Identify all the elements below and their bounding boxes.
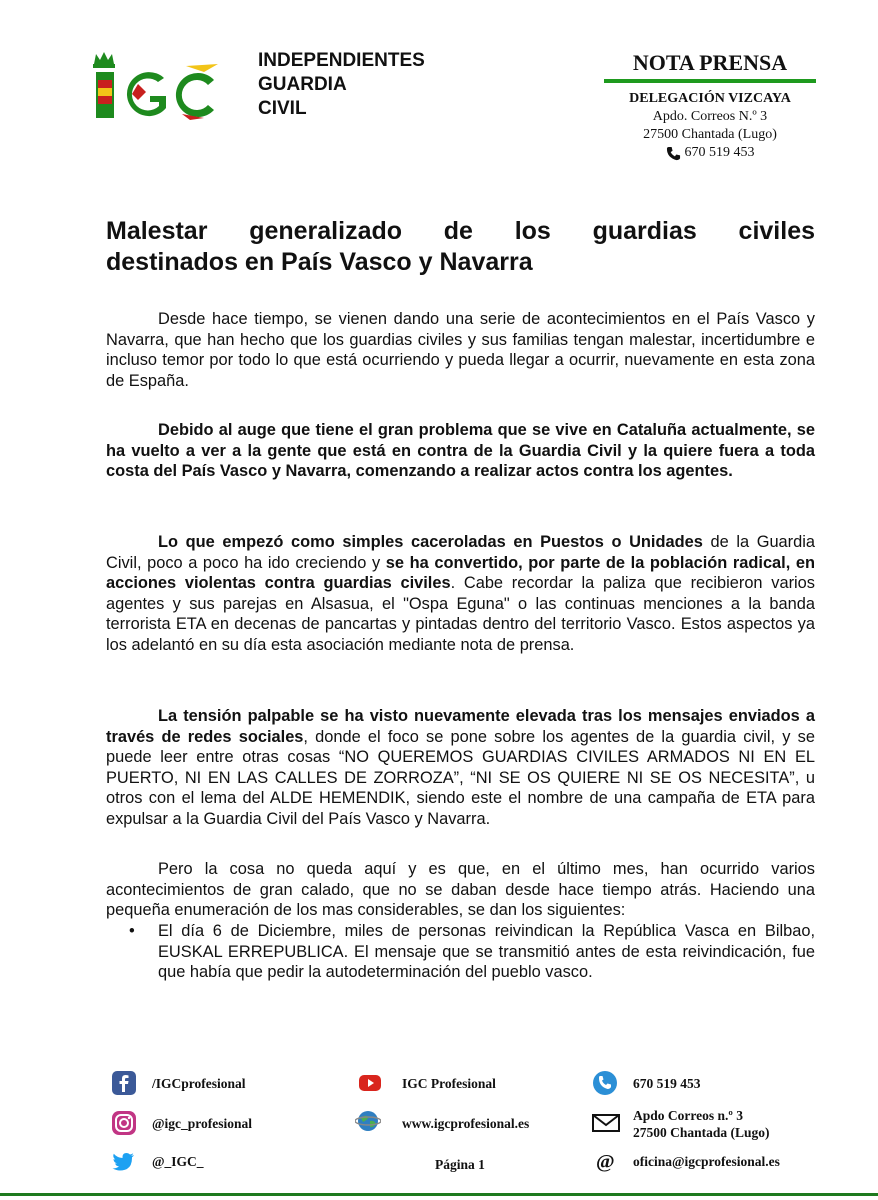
website-link[interactable]: www.igcprofesional.es	[402, 1116, 530, 1131]
twitter-icon[interactable]	[111, 1148, 137, 1174]
title-line: destinados en País Vasco y Navarra	[106, 248, 533, 276]
bold-text: se ha convertido, por parte de la población radical, en acciones violentas contra guardias civiles	[106, 553, 816, 593]
phone-icon	[592, 1070, 618, 1096]
page-number: Página 1	[435, 1157, 485, 1172]
bullet-icon: •	[129, 922, 135, 940]
youtube-icon[interactable]	[357, 1070, 383, 1096]
instagram-link[interactable]: @igc_profesional	[152, 1116, 253, 1131]
delegation-address	[604, 90, 816, 167]
facebook-link[interactable]: /IGCprofesional	[152, 1076, 246, 1091]
paragraph-4	[106, 706, 815, 830]
org-line: CIVIL	[258, 98, 307, 119]
globe-icon[interactable]	[355, 1108, 381, 1134]
press-note-title: NOTA PRENSA	[632, 50, 788, 75]
email-link[interactable]: oficina@igcprofesional.es	[633, 1154, 780, 1169]
header-phone: 670 519 453	[684, 145, 755, 160]
text: de la Guardia Civil, poco a poco ha ido creciendo y	[106, 533, 816, 572]
paragraph-2: Debido al auge que tiene el gran problema que se vive en Cataluña actualmente, se ha vuelto a ver a la gente que está en contra de la Guardia Civil y la quiere fuera a toda costa del País Vasco y Navarra, comenzando a realizar actos contra los agentes.	[106, 421, 815, 481]
org-line: GUARDIA	[258, 74, 347, 95]
footer-city: 27500 Chantada (Lugo)	[633, 1125, 770, 1140]
delegation-name: DELEGACIÓN VIZCAYA	[629, 91, 791, 106]
footer-apdo: Apdo Correos n.º 3	[633, 1108, 743, 1123]
text: . Cabe recordar la paliza que recibieron varios agentes y sus parejas en Alsasua, el "Ospa Eguna" o las continuas menciones a la banda terrorista ETA en decenas de pancartas y pintadas dentro del territorio Vasco. Estos aspectos ya los adelantó en su día esta asociación mediante nota de prensa.	[106, 574, 815, 654]
document-title	[106, 216, 815, 278]
at-icon: @	[596, 1151, 615, 1173]
facebook-icon[interactable]	[111, 1070, 137, 1096]
footer-rule	[0, 1193, 878, 1196]
bullet-list-item	[106, 921, 815, 983]
title-line: Malestar generalizado de los guardias civiles	[106, 217, 815, 245]
youtube-link[interactable]: IGC Profesional	[402, 1076, 496, 1091]
org-line: INDEPENDIENTES	[258, 50, 425, 71]
text: , donde el foco se pone sobre los agentes de la guardia civil, y se puede leer entre otras cosas “NO QUEREMOS GUARDIAS CIVILES ARMADOS NI EN EL PUERTO, NI EN LAS CALLES DE ZORROZA”, “NI SE OS QUIERE NI SE OS NECESITA”, u otros con el lema del ALDE HEMENDIK, siendo este el nombre de una campaña de ETA para expulsar a la Guardia Civil del País Vasco y Navarra.	[106, 727, 815, 828]
twitter-link[interactable]: @_IGC_	[152, 1154, 204, 1169]
bold-text: Lo que empezó como simples caceroladas en Puestos o Unidades	[158, 533, 703, 551]
instagram-icon[interactable]	[111, 1110, 137, 1136]
organization-name	[258, 49, 425, 121]
paragraph-3	[106, 532, 815, 656]
bold-text: La tensión palpable se ha visto nuevamente elevada tras los mensajes enviados a través de redes sociales	[106, 707, 815, 746]
address-apdo: Apdo. Correos N.º 3	[652, 109, 768, 124]
address-city: 27500 Chantada (Lugo)	[643, 127, 777, 142]
paragraph-5: Pero la cosa no queda aquí y es que, en el último mes, han ocurrido varios acontecimientos de gran calado, que no se daban desde hace tiempo atrás. Haciendo una pequeña enumeración de los mas considerables, se dan los siguientes:	[106, 860, 815, 920]
envelope-icon	[591, 1110, 621, 1136]
crown-icon	[93, 52, 115, 68]
footer-phone: 670 519 453	[633, 1076, 701, 1091]
phone-icon	[666, 146, 681, 161]
bullet-text: El día 6 de Diciembre, miles de personas reivindican la República Vasca en Bilbao, EUSKAL ERREPUBLICA. El mensaje que se transmitió antes de esta reivindicación, fue que había que pedir la autodeterminación del pueblo vasco.	[158, 922, 815, 982]
title-underline	[604, 79, 816, 83]
igc-logo	[86, 50, 220, 122]
paragraph-1: Desde hace tiempo, se vienen dando una serie de acontecimientos en el País Vasco y Navarra, que han hecho que los guardias civiles y sus familias tengan malestar, incertidumbre e incluso temor por todo lo que está ocurriendo y pueda llegar a ocurrir, nuevamente en esta zona de España.	[106, 310, 815, 390]
